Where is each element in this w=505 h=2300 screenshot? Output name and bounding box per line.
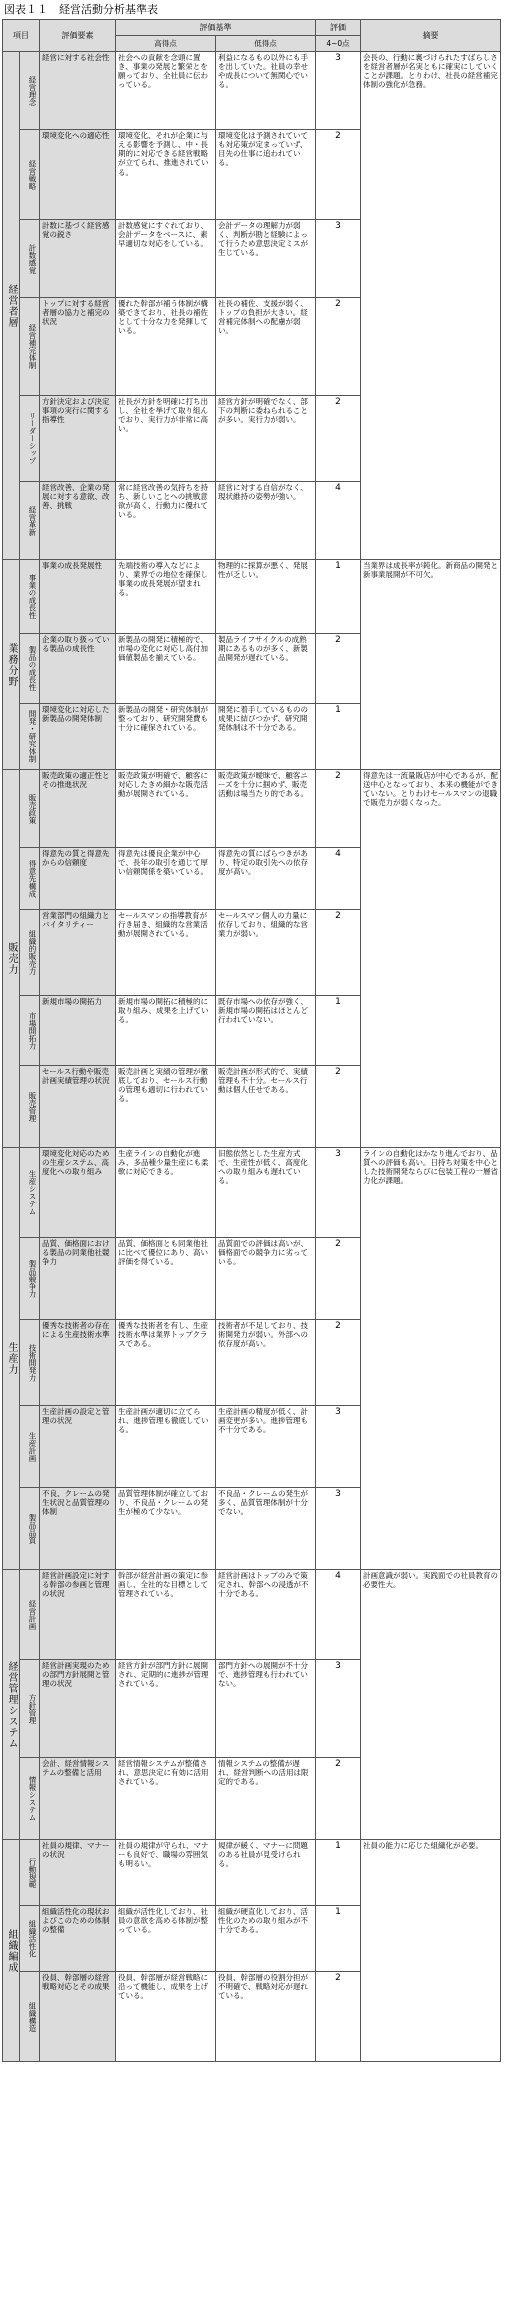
high-criteria-cell: 販売政策が明確で、顧客に対応したきめ細かな販売活動が展開されている。 [116,770,216,848]
header-item: 項目 [3,20,40,52]
table-row [3,1570,501,1660]
low-criteria-cell: 会計データの理解力が弱く、判断が勘と経験によって行うため意思決定ミスが生じている。 [216,220,316,298]
high-criteria-cell: 品質管理体制が確立しており、不良品・クレームの発生が極めて少ない。 [116,1488,216,1570]
score-cell: 2 [316,1972,361,2062]
subitem-label: 方針管理 [20,1660,40,1758]
element-cell: 経営計画設定に対する幹部の参画と管理の状況 [40,1570,116,1660]
header-score: 評価 [316,20,361,36]
subitem-label: 製品品質 [20,1488,40,1570]
score-cell: 2 [316,1320,361,1406]
header-low: 低得点 [216,36,316,52]
subitem-label: 経営戦略 [20,130,40,220]
score-cell: 3 [316,1148,361,1238]
high-criteria-cell: 優れた幹部が補う体制が構築できており、社長の補佐として十分な力を発揮している。 [116,298,216,396]
score-cell: 2 [316,910,361,996]
high-criteria-cell: 社会への貢献を念頭に置き、事業の発展と繁栄とを願っており、全社員に伝わっている。 [116,52,216,130]
low-criteria-cell: 品質面での評価は高いが、価格面での競争力に劣っている。 [216,1238,316,1320]
table-row [3,52,501,130]
subitem-label: 経営計画 [20,1570,40,1660]
subitem-label: 開発・研究体制 [20,704,40,770]
subitem-label: リーダーシップ [20,396,40,482]
low-criteria-cell: 技術者が不足しており、技術開発力が弱い。外部への依存度が高い。 [216,1320,316,1406]
score-cell: 3 [316,1660,361,1758]
category-label: 業務分野 [3,560,20,770]
score-cell: 2 [316,130,361,220]
subitem-label: 経営補完体制 [20,298,40,396]
high-criteria-cell: 幹部が経営計画の策定に参画し、全社的な目標として管理されている。 [116,1570,216,1660]
high-criteria-cell: 優秀な技術者を有し、生産技術水準は業界トップクラスである。 [116,1320,216,1406]
summary-cell: ラインの自動化はかなり進んでおり、品質への評価も高い。日持ち対策を中心とした技術開発ならびに包装工程の一層省力化が課題。 [361,1148,501,1570]
low-criteria-cell: 販売計画が形式的で、実績管理も不十分。セールス行動は個人任せである。 [216,1066,316,1148]
low-criteria-cell: セールスマン個人の力量に依存しており、組織的な営業力が弱い。 [216,910,316,996]
low-criteria-cell: 販売政策が曖昧で、顧客ニーズを十分に掴めず、販売活動は場当たり的である。 [216,770,316,848]
subitem-label: 技術開発力 [20,1320,40,1406]
low-criteria-cell: 既存市場への依存が強く、新規市場の開拓はほとんど行われていない。 [216,996,316,1066]
header-high: 高得点 [116,36,216,52]
category-label: 経営管理システム [3,1570,20,1840]
score-cell: 2 [316,396,361,482]
low-criteria-cell: 社長の補佐、支援が弱く、トップの負担が大きい。経営補完体制への配慮が弱い。 [216,298,316,396]
high-criteria-cell: 新製品の開発に積極的で、市場の変化に対応し高付加価値製品を揃えている。 [116,634,216,704]
element-cell: 組織活性化の現状およびこのための体制の整備 [40,1906,116,1972]
score-cell: 2 [316,298,361,396]
header-score-range: 4~0点 [316,36,361,52]
low-criteria-cell: 役員、幹部層の役割分担が不明確で、戦略対応が遅れている。 [216,1972,316,2062]
element-cell: 経営計画実現のための部門方針展開と管理の状況 [40,1660,116,1758]
element-cell: 新規市場の開拓力 [40,996,116,1066]
score-cell: 3 [316,220,361,298]
high-criteria-cell: 役員、幹部層が経営戦略に沿って機能し、成果を上げている。 [116,1972,216,2062]
low-criteria-cell: 得意先の質にばらつきがあり、特定の取引先への依存度が高い。 [216,848,316,910]
subitem-label: 事業の成長性 [20,560,40,634]
subitem-label: 組織的販売力 [20,910,40,996]
summary-cell: 社員の能力に応じた組織化が必要。 [361,1840,501,2062]
high-criteria-cell: 社長が方針を明確に打ち出し、全社を挙げて取り組んでおり、実行力が非常に高い。 [116,396,216,482]
subitem-label: 生産計画 [20,1406,40,1488]
element-cell: 事業の成長発展性 [40,560,116,634]
element-cell: セールス行動や販売計画実績管理の状況 [40,1066,116,1148]
header-summary: 摘要 [361,20,501,52]
element-cell: 生産計画の設定と管理の状況 [40,1406,116,1488]
high-criteria-cell: 販売計画と実績の管理が徹底しており、セールス行動の管理も適切に行われている。 [116,1066,216,1148]
high-criteria-cell: 経営情報システムが整備され、意思決定に有効に活用されている。 [116,1758,216,1840]
element-cell: 社員の規律、マナーの状況 [40,1840,116,1906]
score-cell: 1 [316,1840,361,1906]
subitem-label: 製品競争力 [20,1238,40,1320]
category-label: 生産力 [3,1148,20,1570]
subitem-label: 市場開拓力 [20,996,40,1066]
element-cell: 優秀な技術者の存在による生産技術水準 [40,1320,116,1406]
low-criteria-cell: 経営に対する自信がなく、現状維持の姿勢が強い。 [216,482,316,560]
header-criteria: 評価基準 [116,20,316,36]
subitem-label: 経営革新 [20,482,40,560]
subitem-label: 生産システム [20,1148,40,1238]
score-cell: 4 [316,482,361,560]
score-cell: 1 [316,996,361,1066]
score-cell: 2 [316,1758,361,1840]
score-cell: 3 [316,1406,361,1488]
summary-cell: 得意先は一流量販店が中心であるが、配送中心となっており、本来の機能ができていない。とりわけセールスマンの退職で販売力が弱くなった。 [361,770,501,1148]
low-criteria-cell: 規律が緩く、マナーに問題のある社員が見受けられる。 [216,1840,316,1906]
low-criteria-cell: 経営方針が明確でなく、部下の判断に委ねられることが多い。実行力が弱い。 [216,396,316,482]
element-cell: 環境変化への適応性 [40,130,116,220]
subitem-label: 組織構造 [20,1972,40,2062]
table-row [3,560,501,634]
category-label: 経営者層 [3,52,20,560]
element-cell: 経営に対する社会性 [40,52,116,130]
low-criteria-cell: 情報システムの整備が遅れ、経営判断への活用は限定的である。 [216,1758,316,1840]
element-cell: 企業の取り扱っている製品の成長性 [40,634,116,704]
low-criteria-cell: 開発に着手しているものの成果に結びつかず、研究開発体制は不十分である。 [216,704,316,770]
high-criteria-cell: 組織が活性化しており、社員の意欲を高める体制が整っている。 [116,1906,216,1972]
element-cell: 営業部門の組織力とバイタリティー [40,910,116,996]
subitem-label: 組織活性化 [20,1906,40,1972]
high-criteria-cell: 環境変化、それが企業に与える影響を予測し、中・長期的に対応できる経営戦略が立てられ、推進されている。 [116,130,216,220]
score-cell: 1 [316,704,361,770]
element-cell: トップに対する経営者層の協力と補完の状況 [40,298,116,396]
element-cell: 方針決定および決定事項の実行に関する指導性 [40,396,116,482]
high-criteria-cell: 新製品の開発・研究体制が整っており、研究開発費も十分に確保されている。 [116,704,216,770]
score-cell: 2 [316,634,361,704]
high-criteria-cell: セールスマンの指導教育が行き届き、組織的な営業活動が展開されている。 [116,910,216,996]
high-criteria-cell: 生産ラインの自動化が進み、多品種少量生産にも柔軟に対応できる。 [116,1148,216,1238]
score-cell: 2 [316,1066,361,1148]
element-cell: 環境変化対応のための生産システム、高度化への取り組み [40,1148,116,1238]
element-cell: 品質、価格面における製品の同業他社競争力 [40,1238,116,1320]
subitem-label: 得意先構成 [20,848,40,910]
table-row [3,770,501,848]
element-cell: 計数に基づく経営感覚の鋭さ [40,220,116,298]
low-criteria-cell: 利益になるもの以外にも手を出していた。社員の幸せや成長について無関心でいる。 [216,52,316,130]
table-body [3,52,501,2062]
analysis-table [2,19,501,2062]
element-cell: 環境変化に対応した新製品の開発体制 [40,704,116,770]
high-criteria-cell: 経営方針が部門方針に展開され、定期的に進捗が管理されている。 [116,1660,216,1758]
high-criteria-cell: 新規市場の開拓に積極的に取り組み、成果を上げている。 [116,996,216,1066]
low-criteria-cell: 生産計画の精度が低く、計画変更が多い。進捗管理も不十分である。 [216,1406,316,1488]
page-title: 図表１１ 経営活動分析基準表 [4,3,158,16]
high-criteria-cell: 計数感覚にすぐれており、会計データをベースに、素早適切な対応をしている。 [116,220,216,298]
score-cell: 2 [316,1238,361,1320]
high-criteria-cell: 先端技術の導入などにより、業界での地位を確保し事業の成長発展が望まれる。 [116,560,216,634]
summary-cell: 計画意識が弱い。実践面での社員教育の必要性大。 [361,1570,501,1840]
low-criteria-cell: 経営計画はトップのみで策定され、幹部への浸透が不十分である。 [216,1570,316,1660]
score-cell: 1 [316,560,361,634]
summary-cell: 会長の、行動に裏づけられたすばらしさを経営者層が名実ともに確実にしていくことが課題。とりわけ、社長の経営補完体制の強化が急務。 [361,52,501,560]
score-cell: 4 [316,848,361,910]
subitem-label: 情報システム [20,1758,40,1840]
low-criteria-cell: 製品ライフサイクルの成熟期にあるものが多く、新製品開発が遅れている。 [216,634,316,704]
category-label: 販売力 [3,770,20,1148]
element-cell: 不良、クレームの発生状況と品質管理の体制 [40,1488,116,1570]
high-criteria-cell: 常に経営改善の気持ちを持ち、新しいことへの挑戦意欲が高く、行動力に優れている。 [116,482,216,560]
score-cell: 1 [316,1906,361,1972]
subitem-label: 製品の成長性 [20,634,40,704]
score-cell: 3 [316,1488,361,1570]
element-cell: 得意先の質と得意先からの信頼度 [40,848,116,910]
element-cell: 会計、経営情報システムの整備と活用 [40,1758,116,1840]
table-row [3,1840,501,1906]
score-cell: 2 [316,770,361,848]
subitem-label: 計数感覚 [20,220,40,298]
summary-cell: 当業界は成長率が鈍化。新商品の開発と新事業展開が不可欠。 [361,560,501,770]
low-criteria-cell: 環境変化は予測されていても対応策が定まっていず、目先の仕事に追われている。 [216,130,316,220]
element-cell: 役員、幹部層の経営戦略対応とその成果 [40,1972,116,2062]
element-cell: 販売政策の適正性とその推進状況 [40,770,116,848]
high-criteria-cell: 社員の規律が守られ、マナーも良好で、職場の雰囲気も明るい。 [116,1840,216,1906]
subitem-label: 行動規範 [20,1840,40,1906]
score-cell: 4 [316,1570,361,1660]
category-label: 組織編成 [3,1840,20,2062]
low-criteria-cell: 旧態依然とした生産方式で、生産性が低く、高度化への取り組みも遅れている。 [216,1148,316,1238]
subitem-label: 販売管理 [20,1066,40,1148]
subitem-label: 経営理念 [20,52,40,130]
high-criteria-cell: 生産計画が適切に立てられ、進捗管理も徹底している。 [116,1406,216,1488]
subitem-label: 販売政策 [20,770,40,848]
low-criteria-cell: 物理的に採算が悪く、発展性が乏しい。 [216,560,316,634]
element-cell: 経営改善、企業の発展に対する意欲、改善、挑戦 [40,482,116,560]
table-row [3,1148,501,1238]
low-criteria-cell: 部門方針への展開が不十分で、進捗管理も行われていない。 [216,1660,316,1758]
high-criteria-cell: 得意先は優良企業が中心で、長年の取引を通じて厚い信頼関係を築いている。 [116,848,216,910]
low-criteria-cell: 不良品・クレームの発生が多く、品質管理体制が十分でない。 [216,1488,316,1570]
header-element: 評価要素 [40,20,116,52]
high-criteria-cell: 品質、価格面とも同業他社に比べて優位にあり、高い評価を得ている。 [116,1238,216,1320]
low-criteria-cell: 組織が硬直化しており、活性化のための取り組みが不十分である。 [216,1906,316,1972]
score-cell: 3 [316,52,361,130]
